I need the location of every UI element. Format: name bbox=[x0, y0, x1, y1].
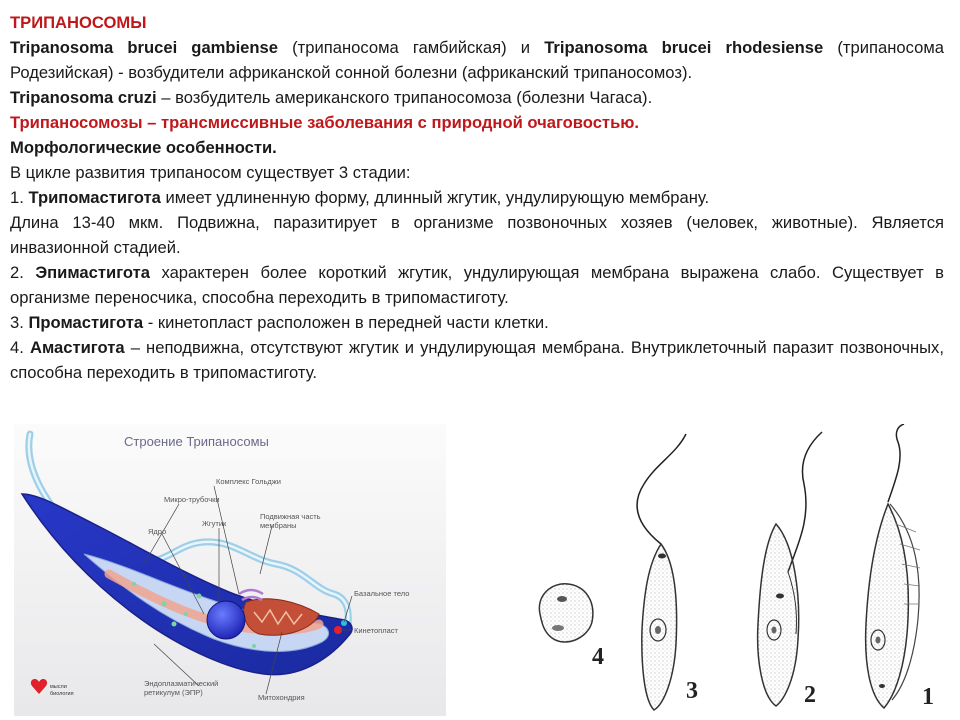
label-basal-body: Базальное тело bbox=[354, 589, 410, 598]
stages-intro: В цикле развития трипаносом существует 3 стадии: bbox=[10, 163, 411, 182]
trypanosome-structure-diagram bbox=[14, 424, 446, 716]
label-stage-2: 2 bbox=[804, 682, 816, 708]
main-text bbox=[10, 10, 944, 385]
stage-1-num: 1. bbox=[10, 188, 24, 207]
paragraph-cruzi bbox=[10, 85, 944, 110]
paragraph-african bbox=[10, 35, 944, 85]
stage-4-num: 4. bbox=[10, 338, 24, 357]
species-rhodesiense-ru: (трипаносома Родезийская) - возбудители африканской сонной болезни (африканский трипаносомоз). bbox=[10, 38, 944, 82]
cruzi-description: – возбудитель американского трипаносомоза (болезни Чагаса). bbox=[161, 88, 653, 107]
stage-1-text: имеет удлиненную форму, длинный жгутик, ундулирующую мембрану. bbox=[165, 188, 710, 207]
label-membrane-2: мембраны bbox=[260, 521, 297, 530]
stage-1 bbox=[10, 185, 944, 210]
stage-2-num: 2. bbox=[10, 263, 24, 282]
stage-4-text: – неподвижна, отсутствуют жгутик и ундулирующая мембрана. Внутриклеточный паразит позвоночных, способна переходить в трипомастиготу. bbox=[10, 338, 944, 382]
trypomastigote-cell bbox=[866, 424, 920, 708]
species-cruzi: Tripanosoma cruzi bbox=[10, 88, 157, 107]
label-er-2: ретикулум (ЭПР) bbox=[144, 688, 203, 697]
label-stage-4: 4 bbox=[592, 644, 604, 670]
stage-3-text: - кинетопласт расположен в передней части клетки. bbox=[147, 313, 549, 332]
label-flagellum: Жгутик bbox=[202, 519, 227, 528]
stage-4-name: Амастигота bbox=[29, 338, 125, 357]
label-membrane-1: Подвижная часть bbox=[260, 512, 321, 521]
transmissive-note: Трипаносомозы – трансмиссивные заболевания с природной очаговостью. bbox=[10, 113, 640, 132]
promastigote-cell bbox=[637, 434, 686, 710]
nucleus bbox=[207, 601, 245, 639]
stage-3 bbox=[10, 310, 944, 335]
stage-2-name: Эпимастигота bbox=[35, 263, 150, 282]
stage-2 bbox=[10, 260, 944, 310]
label-nucleus: Ядро bbox=[148, 527, 167, 536]
morphology-heading bbox=[10, 135, 944, 160]
logo-text-1: мысли bbox=[50, 684, 67, 690]
label-microtubules: Микро-трубочки bbox=[164, 495, 220, 504]
stage-1-details: Длина 13-40 мкм. Подвижна, паразитирует в организме позвоночных хозяев (человек, животные). Является инвазионной стадией. bbox=[10, 213, 944, 257]
stage-4 bbox=[10, 335, 944, 385]
amastigote-cell bbox=[539, 584, 593, 642]
label-golgi: Комплекс Гольджи bbox=[216, 477, 281, 486]
stage-3-num: 3. bbox=[10, 313, 24, 332]
stage-2-text: характерен более короткий жгутик, ундулирующая мембрана выражена слабо. Существует в организме переносчика, способна переходить в трипомастиготу. bbox=[10, 263, 944, 307]
species-gambiense: Tripanosoma brucei gambiense bbox=[10, 38, 278, 57]
label-kinetoplast: Кинетопласт bbox=[354, 626, 398, 635]
morphology-heading-text: Морфологические особенности. bbox=[10, 138, 277, 157]
epimastigote-cell bbox=[758, 432, 822, 706]
stage-3-name: Промастигота bbox=[28, 313, 144, 332]
species-gambiense-ru: (трипаносома гамбийская) и bbox=[292, 38, 531, 57]
label-er-1: Эндоплазматический bbox=[144, 679, 219, 688]
page-title: ТРИПАНОСОМЫ bbox=[10, 13, 147, 32]
diagram-title: Строение Трипаносомы bbox=[124, 434, 269, 449]
label-mitochondrion: Митохондрия bbox=[258, 693, 305, 702]
trypanosome-stages-figure bbox=[526, 424, 958, 716]
logo-text-2: биология bbox=[50, 691, 74, 697]
diagram-background bbox=[14, 424, 446, 716]
species-rhodesiense: Tripanosoma brucei rhodesiense bbox=[544, 38, 824, 57]
label-stage-3: 3 bbox=[686, 678, 698, 704]
stage-1-name: Трипомастигота bbox=[28, 188, 161, 207]
label-stage-1: 1 bbox=[922, 684, 934, 710]
